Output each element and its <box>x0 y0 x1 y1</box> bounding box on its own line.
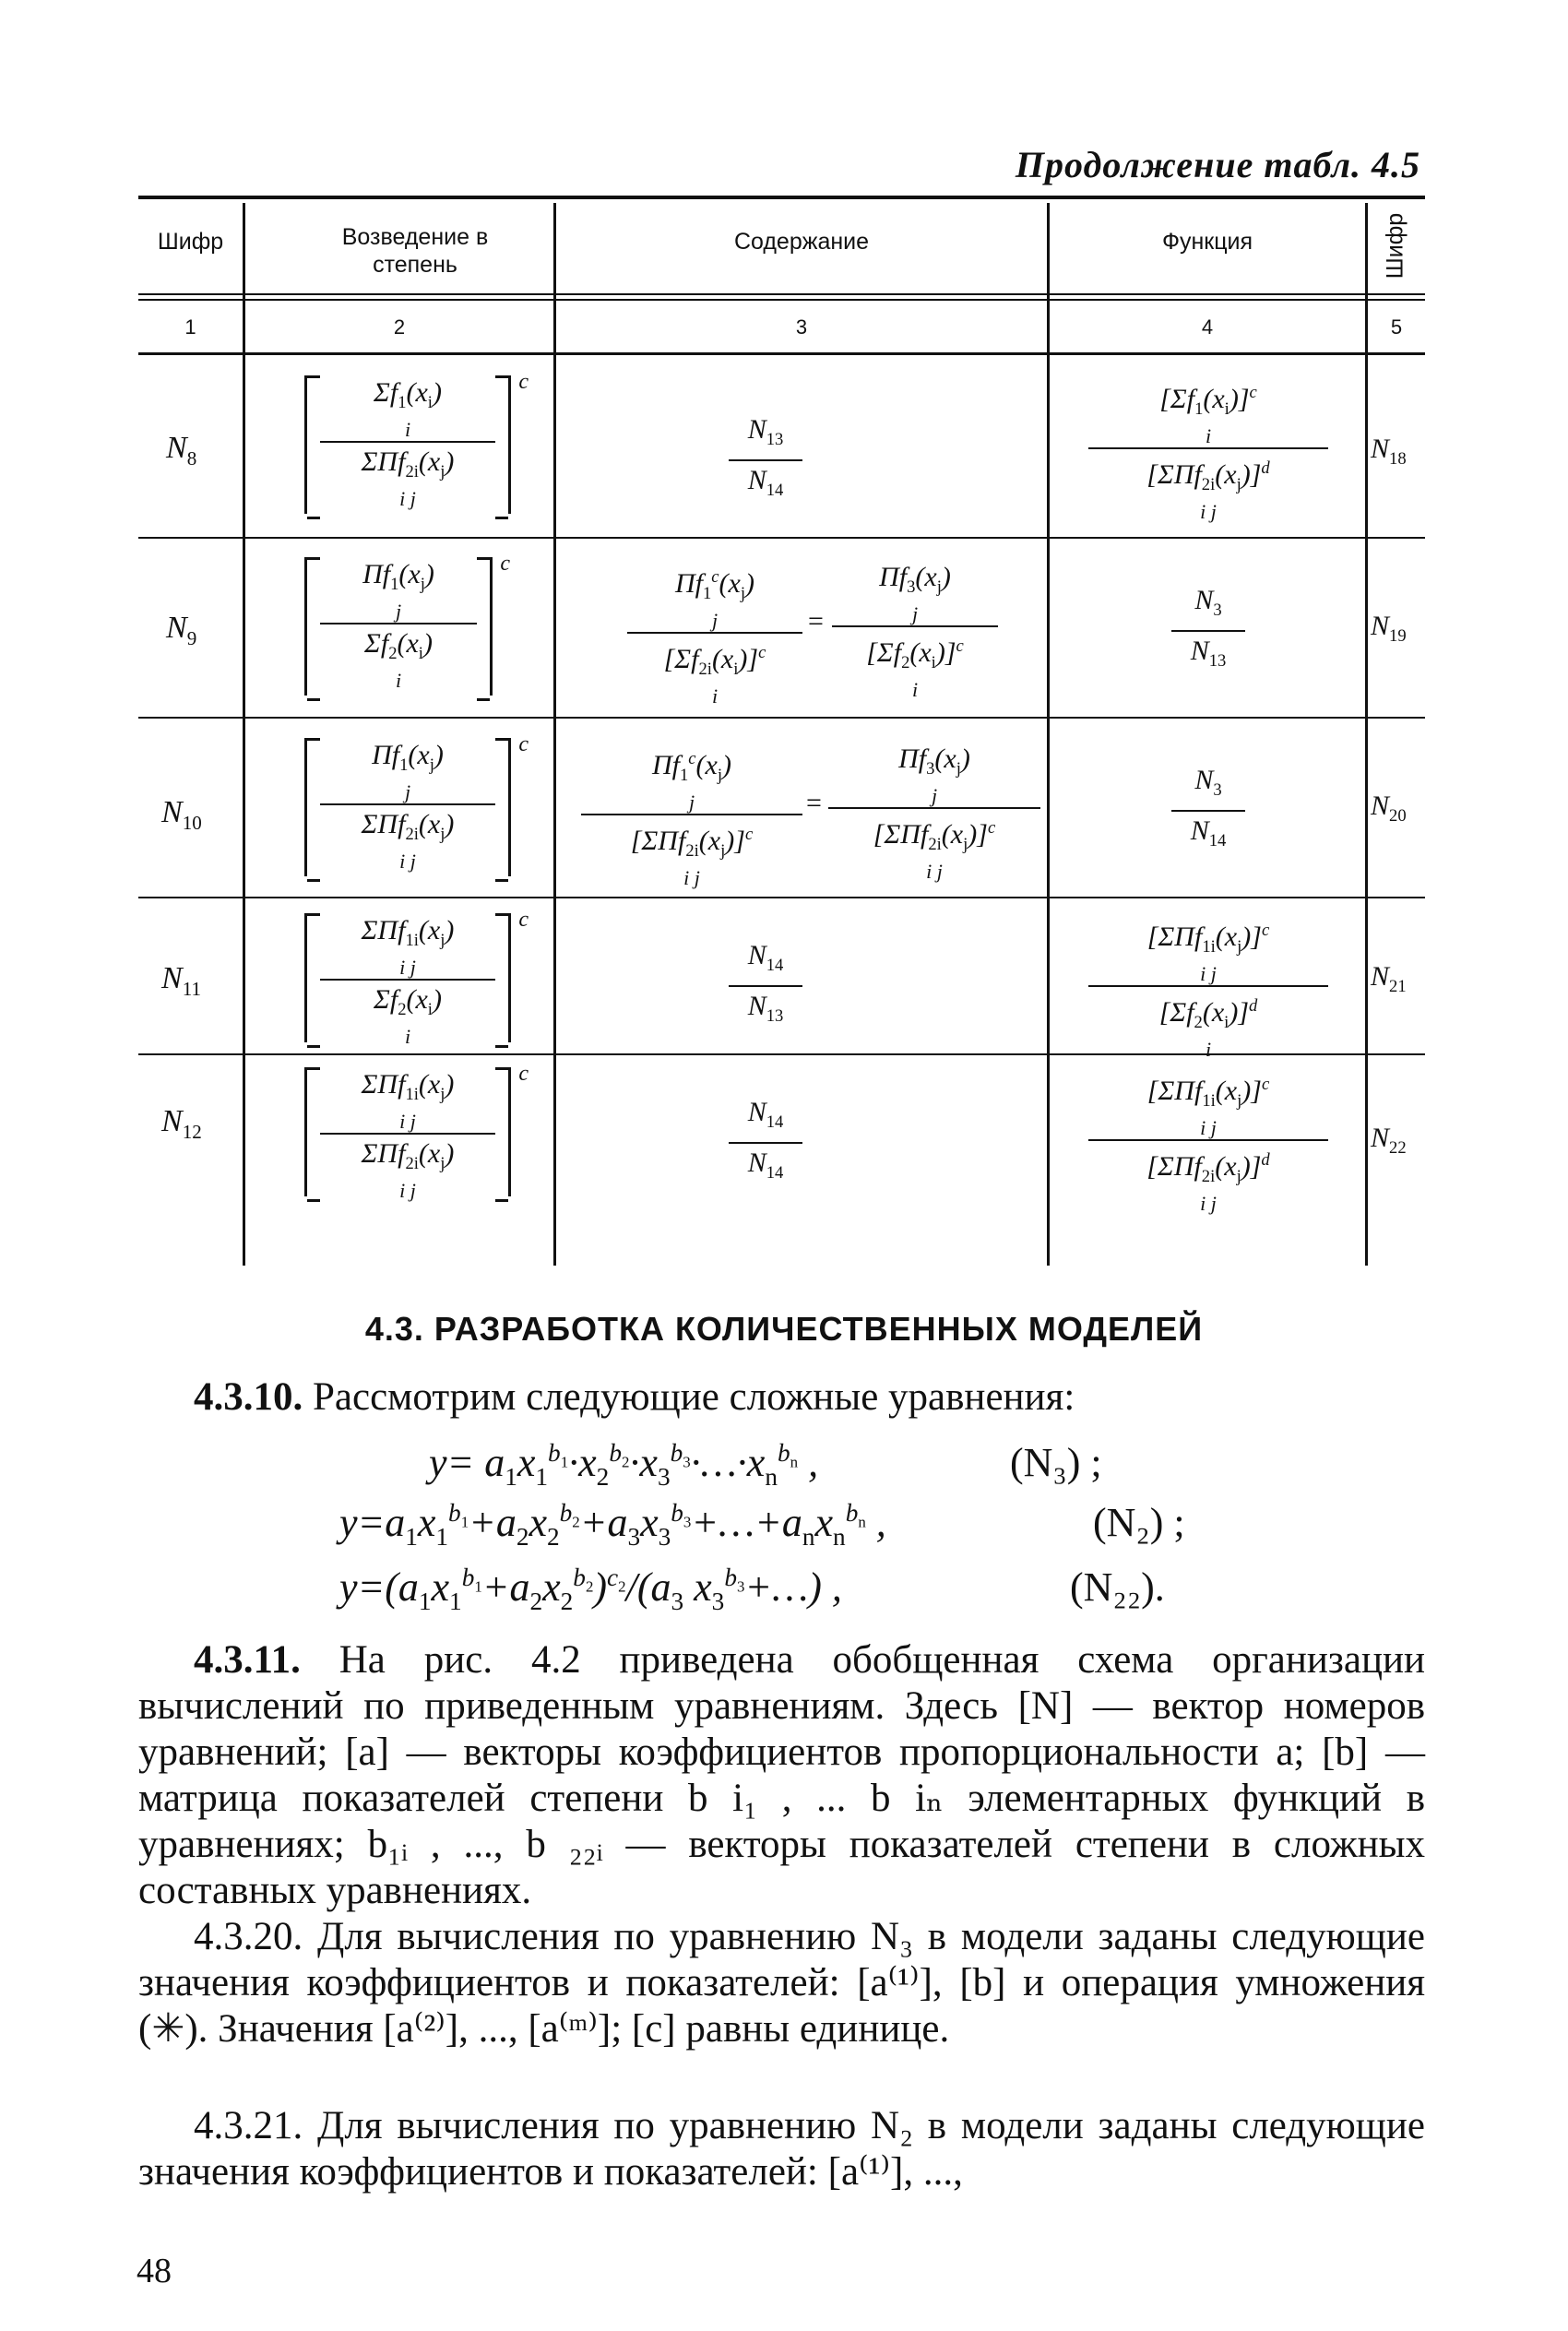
paragraph-text: Рассмотрим следующие сложные уравнения: <box>313 1375 1075 1419</box>
paragraph-text: 4.3.20. Для вычисления по уравнению N₃ в модели заданы следующие значения коэффициентов и показателей: [a⁽¹⁾], [b] и операция умножения (✳). Значения [a⁽²⁾], ..., [a⁽ᵐ⁾]; [c] равны единице. <box>138 1915 1425 2051</box>
equation-n2: $y=a_1x_1^{b_1}+a_2x_2^{b_2}+a_3x_3^{b_3}+\dots+a_nx_n^{b_n}$ , <box>339 1499 886 1551</box>
power-expression-n8: $\Sigma f_1(x_i)$ i $\Sigma\Pi f_{2i}(x_j)$ i j c <box>304 375 511 514</box>
table-4-5 <box>138 196 1425 1266</box>
row-out-n20: $N_{20}$ <box>1371 791 1407 826</box>
power-expression-n11: $\Sigma\Pi f_{1i}(x_j)$ i j $\Sigma f_2(x_i)$ i c <box>304 913 511 1042</box>
section-title: 4.3. РАЗРАБОТКА КОЛИЧЕСТВЕННЫХ МОДЕЛЕЙ <box>364 1310 1204 1348</box>
row-out-n18: $N_{18}$ <box>1371 434 1407 469</box>
row-code-n9: $N_9$ <box>166 611 197 649</box>
paragraph-4-3-10 <box>194 1374 1425 1421</box>
function-n8: $[\Sigma f_1(x_i)]^c$ i $[\Sigma\Pi f_{2i}(x_j)]^d$ i j <box>1088 375 1328 521</box>
equation-n3: $y= a_1x_1^{b_1}\cdot x_2^{b_2}\cdot x_3^{b_3}\cdot\dots\cdot x_n^{b_n}$ , <box>429 1439 819 1491</box>
row-out-n22: $N_{22}$ <box>1371 1123 1407 1158</box>
function-n12: $[\Sigma\Pi f_{1i}(x_j)]^c$ i j $[\Sigma\Pi f_{2i}(x_j)]^d$ i j <box>1088 1067 1328 1213</box>
content-n9-left: $\Pi f_1^c(x_j)$ j $[\Sigma f_{2i}(x_i)]^c$ i <box>627 560 802 706</box>
row-code-n11: $N_{11}$ <box>161 961 201 1000</box>
table-continuation-label: Продолжение табл. 4.5 <box>1015 144 1420 185</box>
header-code: Шифр <box>157 229 224 255</box>
paragraph-text: На рис. 4.2 приведена обобщенная схема организации вычислений по приведенным уравнениям. Здесь [N] — вектор номеров уравнений; [a] — векторы коэффициентов пропорциональности a; [b] — матрица показателей степени b i₁ , ... b iₙ элементарных функций в уравнениях; b₁ᵢ , ..., b ₂₂ᵢ — векторы показателей степени в сложных составных уравнениях. <box>138 1638 1425 1912</box>
function-n11: $[\Sigma\Pi f_{1i}(x_j)]^c$ i j $[\Sigma f_2(x_i)]^d$ i <box>1088 913 1328 1059</box>
content-n12: $N_{14}$ $N_{14}$ <box>729 1095 802 1191</box>
row-code-n8: $N_8$ <box>166 431 197 470</box>
content-n8: $N_{13}$ $N_{14}$ <box>729 412 802 508</box>
col-number-1: 1 <box>184 315 196 339</box>
col-number-4: 4 <box>1201 315 1214 339</box>
equals-sign: = <box>806 788 822 818</box>
paragraph-4-3-20 <box>138 1914 1425 2052</box>
content-n10-left: $\Pi f_1^c(x_j)$ j $[\Sigma\Pi f_{2i}(x_j)]^c$ i j <box>581 742 802 887</box>
function-n9: $N_3$ $N_{13}$ <box>1171 583 1245 679</box>
equation-n3-tag: (N₃) ; <box>1010 1440 1102 1485</box>
col-number-2: 2 <box>393 315 406 339</box>
header-power: Возведение в степень <box>341 224 489 278</box>
content-n9-right: $\Pi f_3(x_j)$ j $[\Sigma f_2(x_i)]^c$ i <box>832 560 998 699</box>
header-function: Функция <box>1161 229 1253 255</box>
paragraph-number: 4.3.10. <box>194 1375 303 1419</box>
paragraph-4-3-11 <box>138 1637 1425 1914</box>
equation-n22: $y=(a_1x_1^{b_1}+a_2x_2^{b_2})^{c_2}/(a_3$ $x_3^{b_3}+\dots$) , <box>339 1564 842 1615</box>
content-n11: $N_{14}$ $N_{13}$ <box>729 938 802 1034</box>
power-expression-n9: $\Pi f_1(x_j)$ j $\Sigma f_2(x_i)$ i c <box>304 557 493 696</box>
equals-sign: = <box>808 606 824 636</box>
content-n10-right: $\Pi f_3(x_j)$ j $[\Sigma\Pi f_{2i}(x_j)]^c$ i j <box>828 742 1040 881</box>
col-number-3: 3 <box>795 315 808 339</box>
row-code-n10: $N_{10}$ <box>161 795 202 834</box>
header-content: Содержание <box>733 229 870 255</box>
row-out-n19: $N_{19}$ <box>1371 611 1407 646</box>
equation-n2-tag: (N₂) ; <box>1093 1500 1185 1545</box>
paragraph-text: 4.3.21. Для вычисления по уравнению N₂ в модели заданы следующие значения коэффициентов и показателей: [a⁽¹⁾], ..., <box>138 2104 1425 2194</box>
paragraph-number: 4.3.11. <box>194 1638 301 1682</box>
col-number-5: 5 <box>1390 315 1403 339</box>
row-code-n12: $N_{12}$ <box>161 1104 202 1143</box>
function-n10: $N_3$ $N_{14}$ <box>1171 763 1245 859</box>
paragraph-4-3-21 <box>138 2103 1425 2195</box>
row-out-n21: $N_{21}$ <box>1371 961 1407 996</box>
power-expression-n10: $\Pi f_1(x_j)$ j $\Sigma\Pi f_{2i}(x_j)$ i j c <box>304 738 511 876</box>
page-number: 48 <box>137 2252 172 2290</box>
header-code-right: Шифр <box>1382 212 1408 279</box>
equation-n22-tag: (N₂₂). <box>1070 1564 1165 1610</box>
power-expression-n12: $\Sigma\Pi f_{1i}(x_j)$ i j $\Sigma\Pi f_{2i}(x_j)$ i j c <box>304 1067 511 1196</box>
